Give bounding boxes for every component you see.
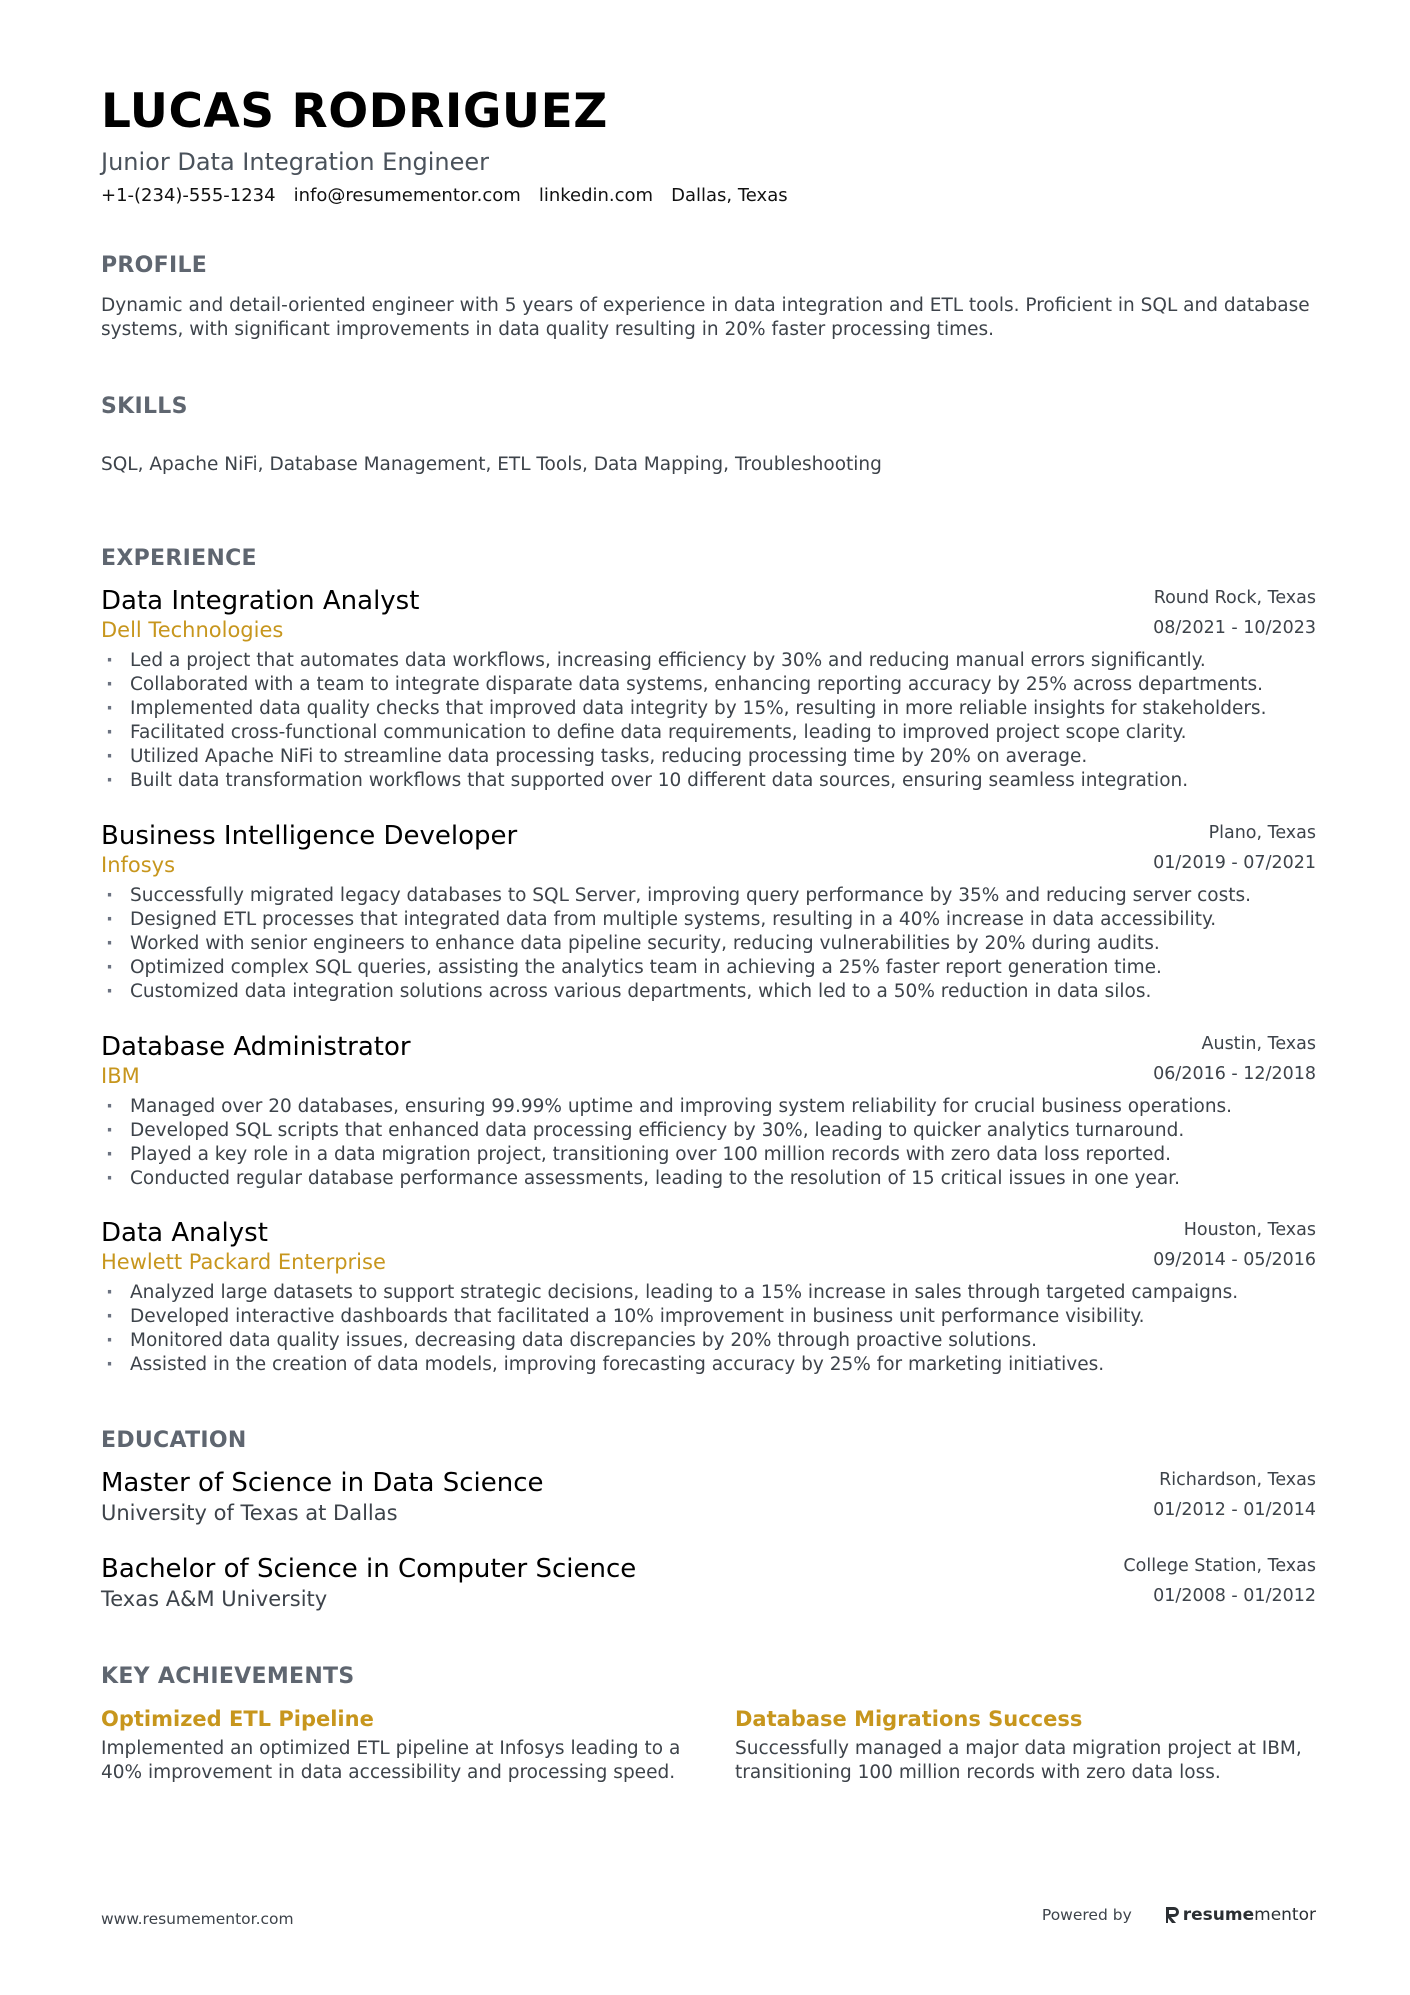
achievement-desc: Implemented an optimized ETL pipeline at Infosys leading to a 40% improvement in data accessibility and processing speed. xyxy=(101,1738,681,1783)
bullet-item: · Managed over 20 databases, ensuring 99.99% uptime and improving system reliability for crucial business operations. xyxy=(101,1095,1316,1119)
job-title: Business Intelligence Developer xyxy=(101,821,518,851)
education-dates: 01/2008 - 01/2012 xyxy=(1153,1586,1316,1606)
footer-url[interactable]: www.resumementor.com xyxy=(101,1910,294,1928)
degree-title: Master of Science in Data Science xyxy=(101,1468,544,1498)
job-title: Database Administrator xyxy=(101,1032,411,1062)
job-company: Infosys xyxy=(101,853,176,877)
degree-title: Bachelor of Science in Computer Science xyxy=(101,1554,637,1584)
bullet-item: · Facilitated cross-functional communication to define data requirements, leading to improved project scope clarity. xyxy=(101,721,1316,745)
contact-location: Dallas, Texas xyxy=(671,185,788,206)
bullet-item: · Developed interactive dashboards that facilitated a 10% improvement in business unit performance visibility. xyxy=(101,1305,1316,1329)
bullet-item: · Worked with senior engineers to enhance data pipeline security, reducing vulnerabilities by 20% during audits. xyxy=(101,932,1316,956)
brand-logo[interactable] xyxy=(1164,1905,1316,1925)
bullet-item: · Analyzed large datasets to support strategic decisions, leading to a 15% increase in sales through targeted campaigns. xyxy=(101,1281,1316,1305)
contact-email[interactable]: info@resumementor.com xyxy=(293,185,521,206)
job-location: Houston, Texas xyxy=(1183,1220,1316,1240)
contact-linkedin[interactable]: linkedin.com xyxy=(538,185,654,206)
school-name: University of Texas at Dallas xyxy=(101,1501,398,1525)
job-entry xyxy=(101,1217,1316,1377)
brand-name-thin: mentor xyxy=(1254,1905,1316,1925)
profile-heading: PROFILE xyxy=(101,253,208,278)
bullet-item: · Conducted regular database performance assessments, leading to the resolution of 15 critical issues in one year. xyxy=(101,1167,1316,1191)
education-dates: 01/2012 - 01/2014 xyxy=(1153,1500,1316,1520)
skills-text: SQL, Apache NiFi, Database Management, ETL Tools, Data Mapping, Troubleshooting xyxy=(101,454,882,475)
contact-phone: +1-(234)-555-1234 xyxy=(101,185,276,206)
job-company: Dell Technologies xyxy=(101,618,284,642)
resumementor-logo-icon xyxy=(1164,1905,1180,1925)
bullet-item: · Utilized Apache NiFi to streamline data processing tasks, reducing processing time by 20% on average. xyxy=(101,745,1316,769)
experience-heading: EXPERIENCE xyxy=(101,546,257,571)
job-location: Austin, Texas xyxy=(1201,1034,1316,1054)
job-title: Data Integration Analyst xyxy=(101,586,420,616)
school-name: Texas A&M University xyxy=(101,1587,328,1611)
bullet-item: · Built data transformation workflows that supported over 10 different data sources, ensuring seamless integration. xyxy=(101,769,1316,793)
resume-page xyxy=(101,0,1316,1995)
footer-brand xyxy=(1042,1905,1316,1925)
achievement-card xyxy=(101,1705,686,1785)
job-location: Round Rock, Texas xyxy=(1153,588,1316,608)
bullet-item: · Monitored data quality issues, decreasing data discrepancies by 20% through proactive solutions. xyxy=(101,1329,1316,1353)
job-bullets xyxy=(101,649,1316,793)
job-bullets xyxy=(101,884,1316,1004)
achievement-desc: Successfully managed a major data migration project at IBM, transitioning 100 million records with zero data loss. xyxy=(735,1738,1302,1783)
brand-name-bold: resume xyxy=(1182,1905,1255,1925)
education-entry xyxy=(101,1467,1316,1527)
school-location: Richardson, Texas xyxy=(1159,1470,1316,1490)
powered-by-label: Powered by xyxy=(1041,1906,1132,1924)
achievements-heading: KEY ACHIEVEMENTS xyxy=(101,1664,355,1689)
job-dates: 08/2021 - 10/2023 xyxy=(1153,618,1316,638)
brand-name xyxy=(1183,1905,1316,1925)
job-dates: 06/2016 - 12/2018 xyxy=(1153,1064,1316,1084)
school-location: College Station, Texas xyxy=(1123,1556,1316,1576)
candidate-name: LUCAS RODRIGUEZ xyxy=(101,84,608,139)
education-heading: EDUCATION xyxy=(101,1428,247,1453)
job-company: Hewlett Packard Enterprise xyxy=(101,1250,386,1274)
job-company: IBM xyxy=(101,1064,140,1088)
achievement-card xyxy=(735,1705,1320,1785)
bullet-item: · Successfully migrated legacy databases to SQL Server, improving query performance by 35% and reducing server costs. xyxy=(101,884,1316,908)
bullet-item: · Optimized complex SQL queries, assisting the analytics team in achieving a 25% faster report generation time. xyxy=(101,956,1316,980)
bullet-item: · Collaborated with a team to integrate disparate data systems, enhancing reporting accuracy by 25% across departments. xyxy=(101,673,1316,697)
contact-bar xyxy=(101,185,788,206)
job-dates: 09/2014 - 05/2016 xyxy=(1153,1250,1316,1270)
job-entry xyxy=(101,1031,1316,1191)
bullet-item: · Implemented data quality checks that improved data integrity by 15%, resulting in more reliable insights for stakeholders. xyxy=(101,697,1316,721)
bullet-item: · Played a key role in a data migration project, transitioning over 100 million records with zero data loss reported. xyxy=(101,1143,1316,1167)
job-bullets xyxy=(101,1095,1316,1191)
education-entry xyxy=(101,1553,1316,1613)
job-entry xyxy=(101,820,1316,1004)
achievement-title: Database Migrations Success xyxy=(735,1707,1083,1731)
job-bullets xyxy=(101,1281,1316,1377)
profile-text: Dynamic and detail-oriented engineer with 5 years of experience in data integration and ETL tools. Proficient in SQL and database systems, with significant improvements in data quality resulting in 20% faster processing times. xyxy=(101,295,1310,340)
job-title: Data Analyst xyxy=(101,1218,268,1248)
bullet-item: · Led a project that automates data workflows, increasing efficiency by 30% and reducing manual errors significantly. xyxy=(101,649,1316,673)
bullet-item: · Developed SQL scripts that enhanced data processing efficiency by 30%, leading to quicker analytics turnaround. xyxy=(101,1119,1316,1143)
bullet-item: · Assisted in the creation of data models, improving forecasting accuracy by 25% for marketing initiatives. xyxy=(101,1353,1316,1377)
achievement-title: Optimized ETL Pipeline xyxy=(101,1707,374,1731)
job-dates: 01/2019 - 07/2021 xyxy=(1153,853,1316,873)
candidate-title: Junior Data Integration Engineer xyxy=(101,148,490,176)
job-entry xyxy=(101,585,1316,793)
bullet-item: · Designed ETL processes that integrated data from multiple systems, resulting in a 40% increase in data accessibility. xyxy=(101,908,1316,932)
skills-heading: SKILLS xyxy=(101,394,188,419)
job-location: Plano, Texas xyxy=(1208,823,1316,843)
bullet-item: · Customized data integration solutions across various departments, which led to a 50% reduction in data silos. xyxy=(101,980,1316,1004)
